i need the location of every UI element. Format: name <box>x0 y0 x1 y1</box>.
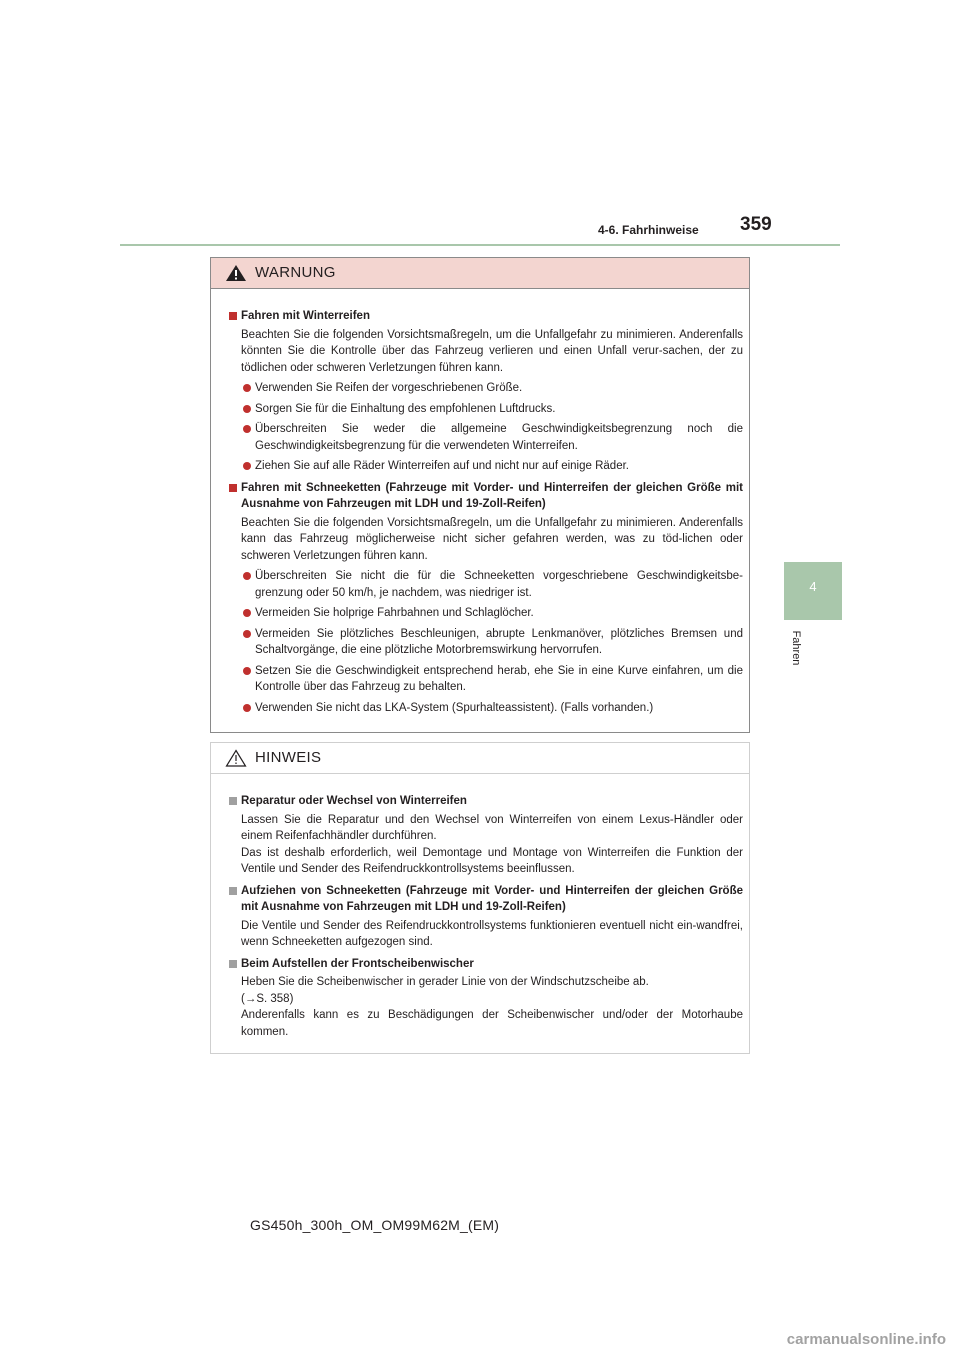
paragraph: Das ist deshalb erforderlich, weil Demontage und Montage von Winterreifen die Funktion der Ventile und Sender des Reifendruckkontrollsystems beeinflussen. <box>241 846 743 875</box>
document-code: GS450h_300h_OM_OM99M62M_(EM) <box>250 1217 500 1233</box>
paragraph: Lassen Sie die Reparatur und den Wechsel von Winterreifen von einem Lexus-Händler oder einem Reifenfachhändler durchführen. <box>241 813 743 842</box>
chapter-number: 4 <box>809 579 817 594</box>
section-heading: Fahren mit Winterreifen <box>229 308 743 325</box>
watermark[interactable]: carmanualsonline.info <box>786 1331 946 1348</box>
round-bullet-icon <box>243 667 251 675</box>
notice-box <box>210 742 750 1054</box>
paragraph: Beachten Sie die folgenden Vorsichtsmaßregeln, um die Unfallgefahr zu minimieren. Anderenfalls kann das Fahrzeug möglicherweise nicht sicher gefahren werden, was zu töd-lichen oder schweren Verletzungen führen kann. <box>241 516 743 562</box>
section-heading: Beim Aufstellen der Frontscheibenwischer <box>229 956 743 973</box>
notice-title: HINWEIS <box>255 749 322 766</box>
notice-content <box>211 774 749 1040</box>
chapter-label-text: Fahren <box>790 630 802 666</box>
round-bullet-icon <box>243 609 251 617</box>
bullet-item: Überschreiten Sie nicht die für die Schneeketten vorgeschriebene Geschwindigkeitsbe-grenzung oder 50 km/h, je nachdem, was niedriger ist. <box>229 568 743 601</box>
bullet-item: Verwenden Sie Reifen der vorgeschriebenen Größe. <box>229 380 743 397</box>
paragraph: Beachten Sie die folgenden Vorsichtsmaßregeln, um die Unfallgefahr zu minimieren. Anderenfalls könnten Sie die Kontrolle über das Fahrzeug verlieren und einen Unfall verur-sachen, der zu tödlichen oder schweren Verletzungen führen kann. <box>241 328 743 374</box>
bullet-item: Setzen Sie die Geschwindigkeit entsprechend herab, ehe Sie in eine Kurve einfahren, um die Kontrolle über das Fahrzeug zu behalten. <box>229 663 743 696</box>
square-bullet-icon <box>229 312 237 320</box>
square-bullet-icon <box>229 960 237 968</box>
section-heading: Reparatur oder Wechsel von Winterreifen <box>229 793 743 810</box>
warning-title: WARNUNG <box>255 264 336 281</box>
notice-header <box>211 743 749 774</box>
round-bullet-icon <box>243 425 251 433</box>
round-bullet-icon <box>243 704 251 712</box>
paragraph: Heben Sie die Scheibenwischer in gerader Linie von der Windschutzscheibe ab. <box>241 976 649 988</box>
caution-triangle-icon <box>225 749 247 767</box>
round-bullet-icon <box>243 630 251 638</box>
round-bullet-icon <box>243 405 251 413</box>
page-number: 359 <box>740 214 772 235</box>
paragraph: Anderenfalls kann es zu Beschädigungen der Scheibenwischer und/oder der Motorhaube kommen. <box>241 1009 743 1038</box>
round-bullet-icon <box>243 572 251 580</box>
warning-content <box>211 289 749 716</box>
bullet-item: Verwenden Sie nicht das LKA-System (Spurhalteassistent). (Falls vorhanden.) <box>229 700 743 717</box>
bullet-item: Vermeiden Sie holprige Fahrbahnen und Schlaglöcher. <box>229 605 743 622</box>
chapter-label <box>784 628 808 674</box>
section-title: 4-6. Fahrhinweise <box>598 223 699 237</box>
bullet-item: Überschreiten Sie weder die allgemeine Geschwindigkeitsbegrenzung noch die Geschwindigkeitsbegrenzung für die verwendeten Winterreifen. <box>229 421 743 454</box>
bullet-item: Ziehen Sie auf alle Räder Winterreifen auf und nicht nur auf einige Räder. <box>229 458 743 475</box>
page-reference-link[interactable]: (→S. 358) <box>241 992 294 1005</box>
round-bullet-icon <box>243 384 251 392</box>
paragraph: Die Ventile und Sender des Reifendruckkontrollsystems funktionieren eventuell nicht ein-wandfrei, wenn Schneeketten aufgezogen sind. <box>241 919 743 948</box>
header-divider <box>120 244 840 246</box>
warning-header <box>211 258 749 289</box>
square-bullet-icon <box>229 484 237 492</box>
bullet-item: Vermeiden Sie plötzliches Beschleunigen, abrupte Lenkmanöver, plötzliches Bremsen und Schaltvorgänge, die eine plötzliche Motorbremswirkung hervorrufen. <box>229 626 743 659</box>
square-bullet-icon <box>229 887 237 895</box>
warning-box <box>210 257 750 733</box>
section-heading: Aufziehen von Schneeketten (Fahrzeuge mit Vorder- und Hinterreifen der gleichen Größe mit Ausnahme von Fahrzeugen mit LDH und 19-Zoll-Reifen) <box>229 883 743 916</box>
warning-triangle-icon <box>225 264 247 282</box>
section-heading: Fahren mit Schneeketten (Fahrzeuge mit Vorder- und Hinterreifen der gleichen Größe mit Ausnahme von Fahrzeugen mit LDH und 19-Zoll-Reifen) <box>229 480 743 513</box>
square-bullet-icon <box>229 797 237 805</box>
chapter-tab[interactable] <box>784 562 842 620</box>
bullet-item: Sorgen Sie für die Einhaltung des empfohlenen Luftdrucks. <box>229 401 743 418</box>
round-bullet-icon <box>243 462 251 470</box>
